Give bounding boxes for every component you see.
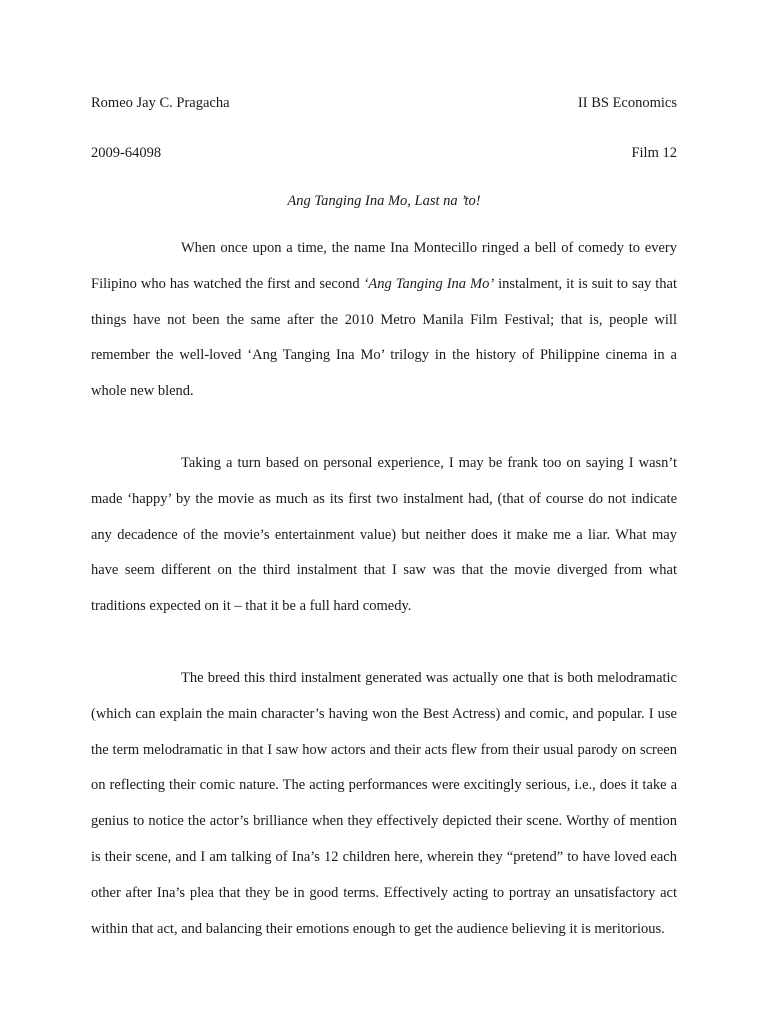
paragraph-3: The breed this third instalment generated was actually one that is both melodramatic (which can explain the main character’s having won the Best Actress) and comic, and popular. I use the term melodramatic in that I saw how actors and their acts flew from their usual parody on screen on reflecting their comic nature. The acting performances were excitingly serious, i.e., does it take a genius to notice the actor’s brilliance when they effectively depicted their scene. Worthy of mention is their scene, and I am talking of Ina’s 12 children here, wherein they “pretend” to have loved each other after Ina’s plea that they be in good terms. Effectively acting to portray an unsatisfactory act within that act, and balancing their emotions enough to get the audience believing it is meritorious.	[91, 669, 677, 937]
paragraph-1-italic-title: ‘Ang Tanging Ina Mo’	[363, 275, 495, 292]
paragraph-1	[91, 231, 677, 410]
student-number: 2009-64098	[91, 145, 162, 161]
course-name: II BS Economics	[577, 95, 677, 111]
subject-name: Film 12	[631, 145, 677, 161]
header-row-id-subject	[91, 144, 677, 162]
paragraph-2: Taking a turn based on personal experience, I may be frank too on saying I wasn’t made ‘happy’ by the movie as much as its first two instalment had, (that of course do not indicate any decadence of the movie’s entertainment value) but neither does it make me a liar. What may have seem different on the third instalment that I saw was that the movie diverged from what traditions expected on it – that it be a full hard comedy.	[91, 454, 677, 615]
paragraph-1-text-a: When once upon a time, the name Ina Montecillo ringed a bell of comedy to every Filipino who has watched the first and second	[91, 240, 677, 292]
document-body	[91, 231, 677, 947]
header-row-name-course	[91, 94, 677, 112]
paragraph-1-text-b: instalment, it is suit to say that things have not been the same after the 2010 Metro Manila Film Festival; that is, people will remember the well-loved ‘Ang Tanging Ina Mo’ trilogy in the history of Philippine cinema in a whole new blend.	[91, 275, 677, 400]
document-title: Ang Tanging Ina Mo, Last na ’to!	[287, 193, 481, 209]
author-name: Romeo Jay C. Pragacha	[91, 95, 230, 111]
